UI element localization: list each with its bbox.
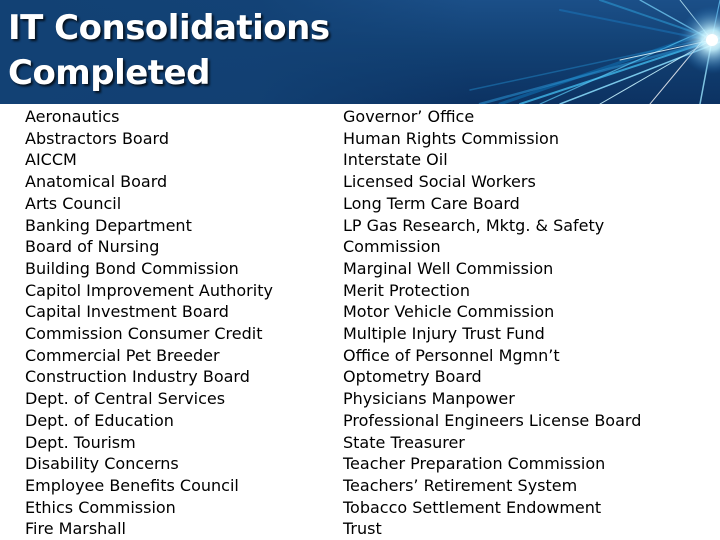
list-item: Board of Nursing [25,237,160,257]
title-banner [0,0,720,104]
list-item: Capitol Improvement Authority [25,280,273,300]
list-item: Multiple Injury Trust Fund [343,324,545,344]
list-item: Employee Benefits Council [25,475,239,495]
left-agency-list [25,106,273,540]
list-item: Motor Vehicle Commission [343,302,555,322]
list-item: Capital Investment Board [25,302,229,322]
list-item: Merit Protection [343,280,470,300]
list-item: Disability Concerns [25,454,179,474]
list-item: Tobacco Settlement Endowment [343,497,602,517]
list-item: Building Bond Commission [25,258,239,278]
list-item: Professional Engineers License Board [343,410,642,430]
list-item: Office of Personnel Mgmn’t [343,345,560,365]
list-item: Construction Industry Board [25,367,250,387]
list-item: Arts Council [25,193,122,213]
list-item: Governor’ Office [343,107,475,126]
list-item: Teacher Preparation Commission [343,454,606,474]
slide-title [8,6,330,96]
list-item: Licensed Social Workers [343,172,536,192]
list-item: Optometry Board [343,367,482,387]
list-item: Commercial Pet Breeder [25,345,220,365]
list-item: Human Rights Commission [343,128,559,148]
list-item: Long Term Care Board [343,193,520,213]
list-item: Trust [343,519,382,539]
list-item: Ethics Commission [25,497,176,517]
list-item: AICCM [25,150,77,170]
list-item: Abstractors Board [25,128,169,148]
title-line-1: IT Consolidations [8,8,330,48]
list-item: Fire Marshall [25,519,126,539]
list-item: Dept. of Central Services [25,389,226,409]
list-item: Physicians Manpower [343,389,515,409]
list-item: State Treasurer [343,432,465,452]
list-item: Interstate Oil [343,150,448,170]
list-item: Teachers’ Retirement System [343,475,578,495]
list-item: Marginal Well Commission [343,258,554,278]
list-item: LP Gas Research, Mktg. & Safety [343,215,605,235]
list-item: Dept. of Education [25,410,174,430]
list-item: Dept. Tourism [25,432,136,452]
list-item: Anatomical Board [25,172,168,192]
right-agency-list [343,106,641,540]
list-item: Banking Department [25,215,192,235]
list-item: Aeronautics [25,107,120,126]
list-item: Commission [343,237,441,257]
list-item: Commission Consumer Credit [25,324,263,344]
title-line-2: Completed [8,53,210,93]
